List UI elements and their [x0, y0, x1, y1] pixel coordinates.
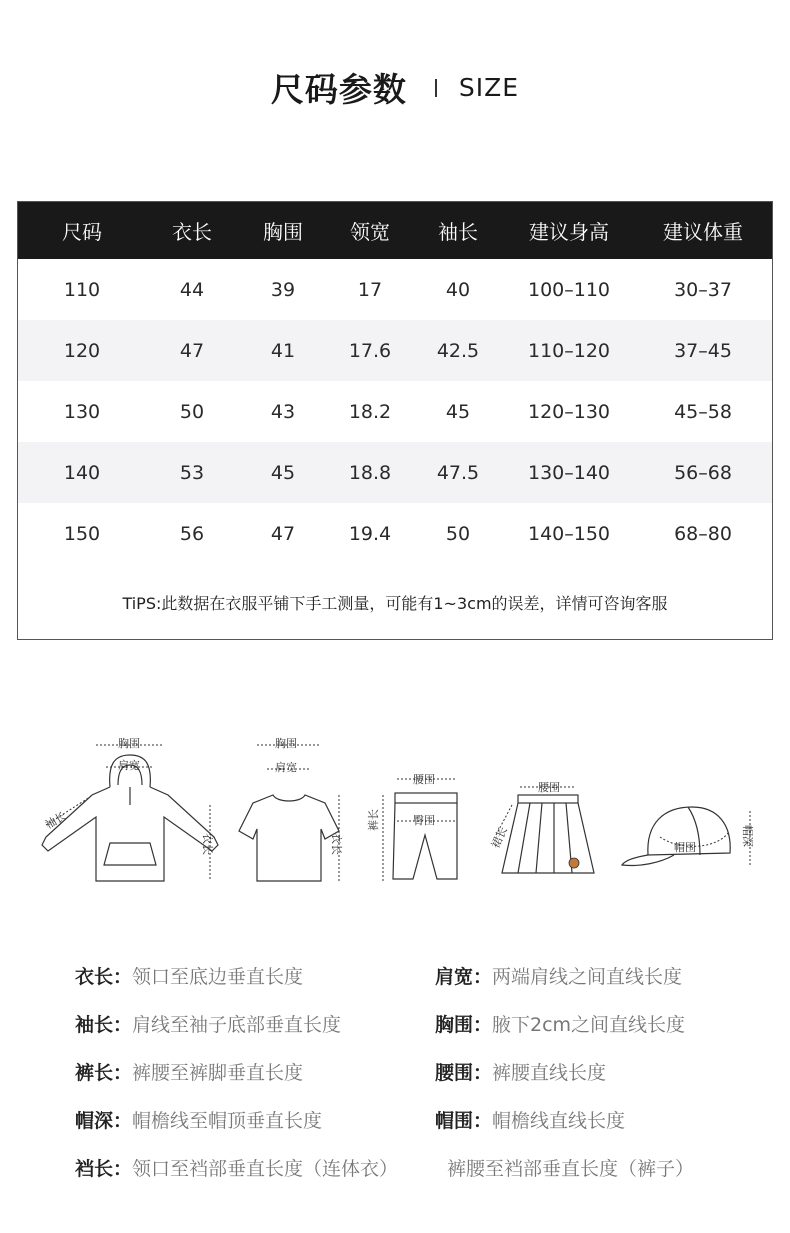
- table-cell: 17.6: [348, 339, 392, 362]
- title-divider: [435, 79, 437, 97]
- table-cell: 140: [63, 461, 101, 484]
- table-cell: 120: [63, 339, 101, 362]
- table-cell: 56–68: [674, 461, 732, 484]
- skirt-length-label: 裙长: [488, 824, 511, 851]
- title-english: SIZE: [458, 73, 520, 102]
- header-chest: 胸围: [263, 220, 303, 244]
- definition-item: 裤腰至裆部垂直长度（裤子）: [447, 1158, 695, 1180]
- table-cell: 39: [270, 278, 296, 301]
- tshirt-length-label: 衣长: [330, 833, 343, 855]
- table-row: [18, 442, 772, 503]
- tips-note: TiPS:此数据在衣服平铺下手工测量，可能有1~3cm的误差，详情可咨询客服: [122, 594, 668, 613]
- table-cell: 45: [270, 461, 296, 484]
- table-cell: 50: [179, 400, 205, 423]
- definition-item: 肩宽：两端肩线之间直线长度: [435, 966, 683, 988]
- table-cell: 130: [63, 400, 101, 423]
- table-cell: 50: [445, 522, 471, 545]
- table-cell: 53: [179, 461, 205, 484]
- table-cell: 130–140: [527, 461, 611, 484]
- page-title: [0, 64, 790, 111]
- skirt-waist-label: 腰围: [538, 781, 560, 794]
- hoodie-shoulder-label: 肩宽: [118, 759, 140, 772]
- table-cell: 18.2: [348, 400, 392, 423]
- table-cell: 47: [179, 339, 205, 362]
- definition-item: 胸围：腋下2cm之间直线长度: [435, 1014, 686, 1036]
- table-row: [18, 381, 772, 442]
- table-cell: 47.5: [436, 461, 480, 484]
- hoodie-illustration: [30, 725, 214, 890]
- table-cell: 47: [270, 522, 296, 545]
- table-cell: 19.4: [348, 522, 392, 545]
- table-cell: 30–37: [674, 278, 732, 301]
- table-cell: 68–80: [674, 522, 732, 545]
- hoodie-chest-label: 胸围: [118, 737, 140, 750]
- table-row: [18, 259, 772, 320]
- header-sleeve: 袖长: [438, 220, 478, 244]
- size-table: [17, 201, 773, 640]
- table-cell: 17: [357, 278, 383, 301]
- table-row: [18, 320, 772, 381]
- definition-item: 帽深：帽檐线至帽顶垂直长度: [75, 1110, 323, 1132]
- table-row: [18, 503, 772, 564]
- table-cell: 43: [270, 400, 296, 423]
- header-size: 尺码: [62, 220, 102, 244]
- table-cell: 37–45: [674, 339, 732, 362]
- definition-item: 帽围：帽檐线直线长度: [435, 1110, 626, 1132]
- hoodie-sleeve-label: 袖长: [43, 809, 69, 832]
- table-cell: 18.8: [348, 461, 392, 484]
- table-cell: 110–120: [527, 339, 611, 362]
- table-cell: 40: [445, 278, 471, 301]
- header-length: 衣长: [172, 220, 212, 244]
- table-cell: 120–130: [527, 400, 611, 423]
- shorts-illustration: [367, 725, 465, 890]
- shorts-hip-label: 臀围: [413, 814, 435, 827]
- table-cell: 100–110: [527, 278, 611, 301]
- table-cell: 45–58: [674, 400, 732, 423]
- tshirt-chest-label: 胸围: [275, 737, 297, 750]
- shorts-length-label: 裤长: [367, 809, 380, 831]
- definition-item: 袖长：肩线至袖子底部垂直长度: [75, 1014, 342, 1036]
- table-cell: 42.5: [436, 339, 480, 362]
- hoodie-length-label: 衣长: [201, 833, 214, 855]
- header-weight: 建议体重: [663, 220, 743, 244]
- table-cell: 41: [270, 339, 296, 362]
- header-collar: 领宽: [350, 220, 390, 244]
- table-cell: 140–150: [527, 522, 611, 545]
- tshirt-shoulder-label: 肩宽: [275, 761, 297, 774]
- table-cell: 150: [63, 522, 101, 545]
- table-header: [18, 202, 772, 259]
- cap-illustration: [620, 725, 760, 890]
- shorts-waist-label: 腰围: [413, 773, 435, 786]
- table-cell: 45: [445, 400, 471, 423]
- definition-item: 腰围：裤腰直线长度: [435, 1062, 607, 1084]
- cap-depth-label: 帽深: [741, 825, 754, 847]
- definition-item: 衣长：领口至底边垂直长度: [75, 966, 304, 988]
- table-cell: 56: [179, 522, 205, 545]
- table-cell: 44: [179, 278, 205, 301]
- table-cell: 110: [63, 278, 101, 301]
- definition-item: 裆长：领口至裆部垂直长度（连体衣）: [75, 1158, 399, 1180]
- tshirt-illustration: [235, 725, 345, 890]
- header-height: 建议身高: [529, 220, 609, 244]
- cap-circumference-label: 帽围: [674, 841, 696, 854]
- definition-item: 裤长：裤腰至裤脚垂直长度: [75, 1062, 304, 1084]
- title-chinese: 尺码参数: [270, 70, 407, 109]
- skirt-illustration: [490, 725, 605, 890]
- measurement-illustrations: [30, 725, 760, 890]
